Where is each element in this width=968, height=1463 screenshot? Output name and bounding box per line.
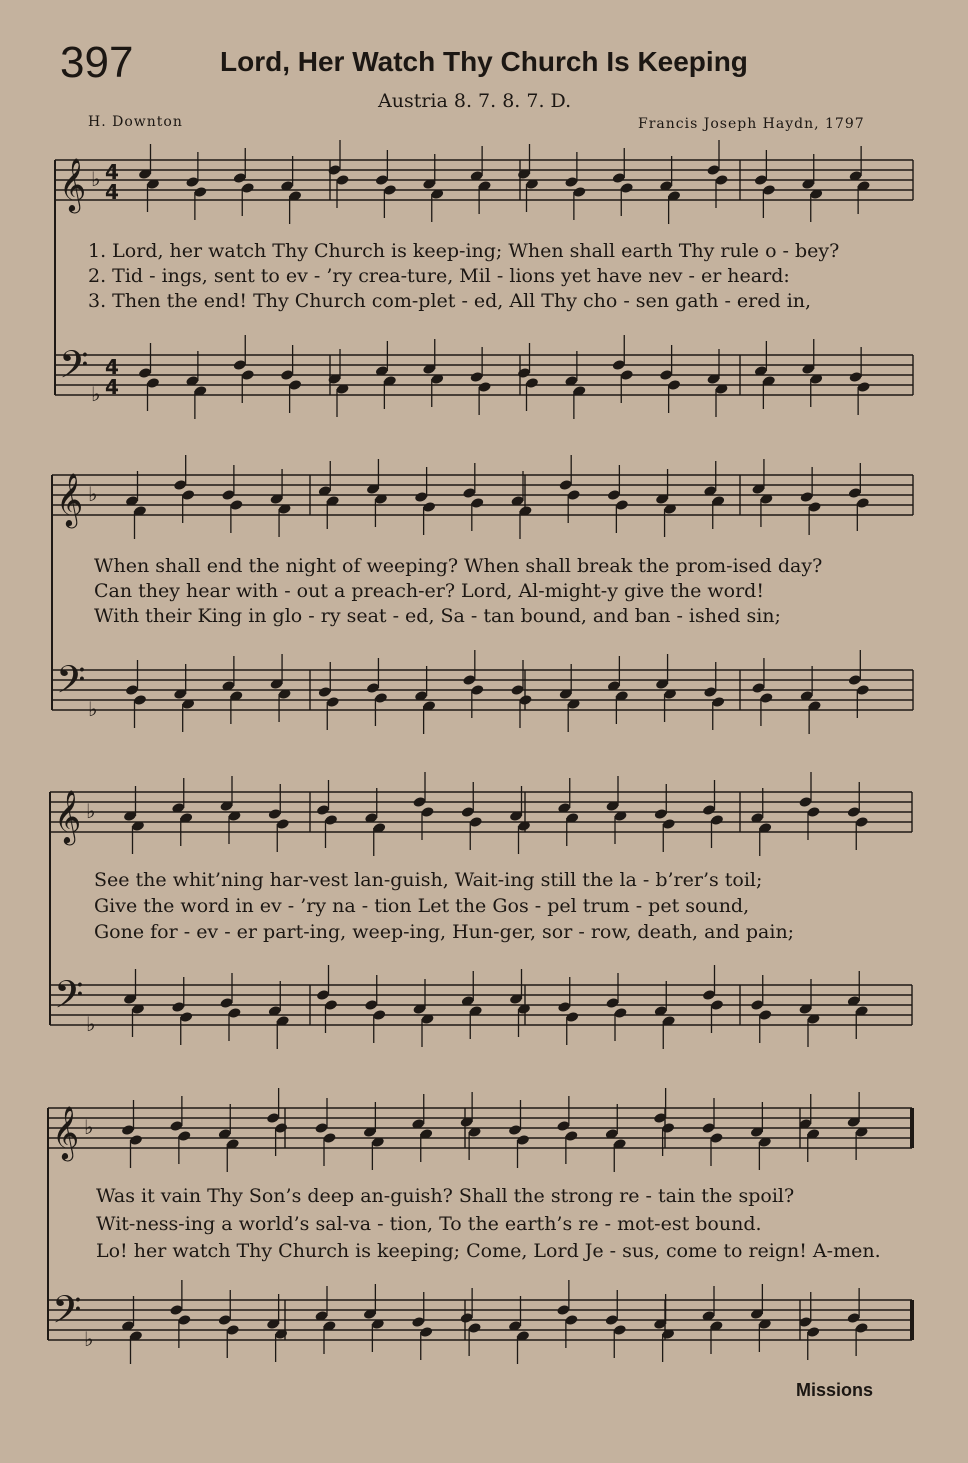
lyric-line: Was it vain Thy Son’s deep an-guish? Shall the strong re - tain the spoil?: [96, 1185, 795, 1207]
hymn-number: 397: [60, 38, 134, 87]
time-signature: 4: [105, 160, 119, 184]
flat-icon: ♭: [86, 1012, 96, 1036]
lyric-line: 1. Lord, her watch Thy Church is keep-ing; When shall earth Thy rule o - bey?: [88, 240, 840, 262]
hymn-author: H. Downton: [88, 114, 183, 130]
lyric-line: 2. Tid - ings, sent to ev - ’ry crea-ture, Mil - lions yet have nev - er heard:: [88, 265, 790, 287]
lyric-line: See the whit’ning har-vest lan-guish, Wait-ing still the la - b’rer’s toil;: [94, 869, 763, 891]
lyric-line: Can they hear with - out a preach-er? Lord, Al-might-y give the word!: [94, 580, 764, 602]
time-signature: 4: [105, 180, 119, 204]
flat-icon: ♭: [84, 1115, 94, 1139]
bass-clef-icon: 𝄢: [56, 657, 86, 711]
lyric-line: With their King in glo - ry seat - ed, Sa - tan bound, and ban - ished sin;: [94, 605, 781, 627]
lyric-line: Wit-ness-ing a world’s sal-va - tion, To the earth’s re - mot-est bound.: [96, 1213, 762, 1235]
lyric-line: 3. Then the end! Thy Church com-plet - ed, All Thy cho - sen gath - ered in,: [88, 290, 812, 312]
treble-clef-icon: 𝄞: [59, 157, 87, 211]
hymn-composer: Francis Joseph Haydn, 1797: [638, 116, 865, 132]
lyric-line: Gone for - ev - er part-ing, weep-ing, Hun-ger, sor - row, death, and pain;: [94, 921, 795, 943]
bass-clef-icon: 𝄢: [52, 1287, 82, 1341]
lyric-line: Give the word in ev - ’ry na - tion Let the Gos - pel trum - pet sound,: [94, 895, 750, 917]
tune-meter: Austria 8. 7. 8. 7. D.: [378, 90, 572, 112]
lyric-line: When shall end the night of weeping? When shall break the prom-ised day?: [94, 555, 823, 577]
treble-clef-icon: 𝄞: [52, 1105, 80, 1159]
bass-clef-icon: 𝄢: [54, 972, 84, 1026]
lyric-line: Lo! her watch Thy Church is keeping; Come, Lord Je - sus, come to reign! A-men.: [96, 1240, 881, 1262]
flat-icon: ♭: [84, 1327, 94, 1351]
treble-staff: [55, 160, 913, 200]
bass-clef-icon: 𝄢: [59, 342, 89, 396]
flat-icon: ♭: [88, 482, 98, 506]
hymn-title: Lord, Her Watch Thy Church Is Keeping: [220, 46, 748, 77]
section-footer: Missions: [796, 1380, 874, 1400]
flat-icon: ♭: [86, 799, 96, 823]
treble-clef-icon: 𝄞: [54, 789, 82, 843]
time-signature: 4: [105, 355, 119, 379]
flat-icon: ♭: [91, 167, 101, 191]
flat-icon: ♭: [88, 697, 98, 721]
treble-clef-icon: 𝄞: [56, 472, 84, 526]
flat-icon: ♭: [91, 382, 101, 406]
time-signature: 4: [105, 375, 119, 399]
